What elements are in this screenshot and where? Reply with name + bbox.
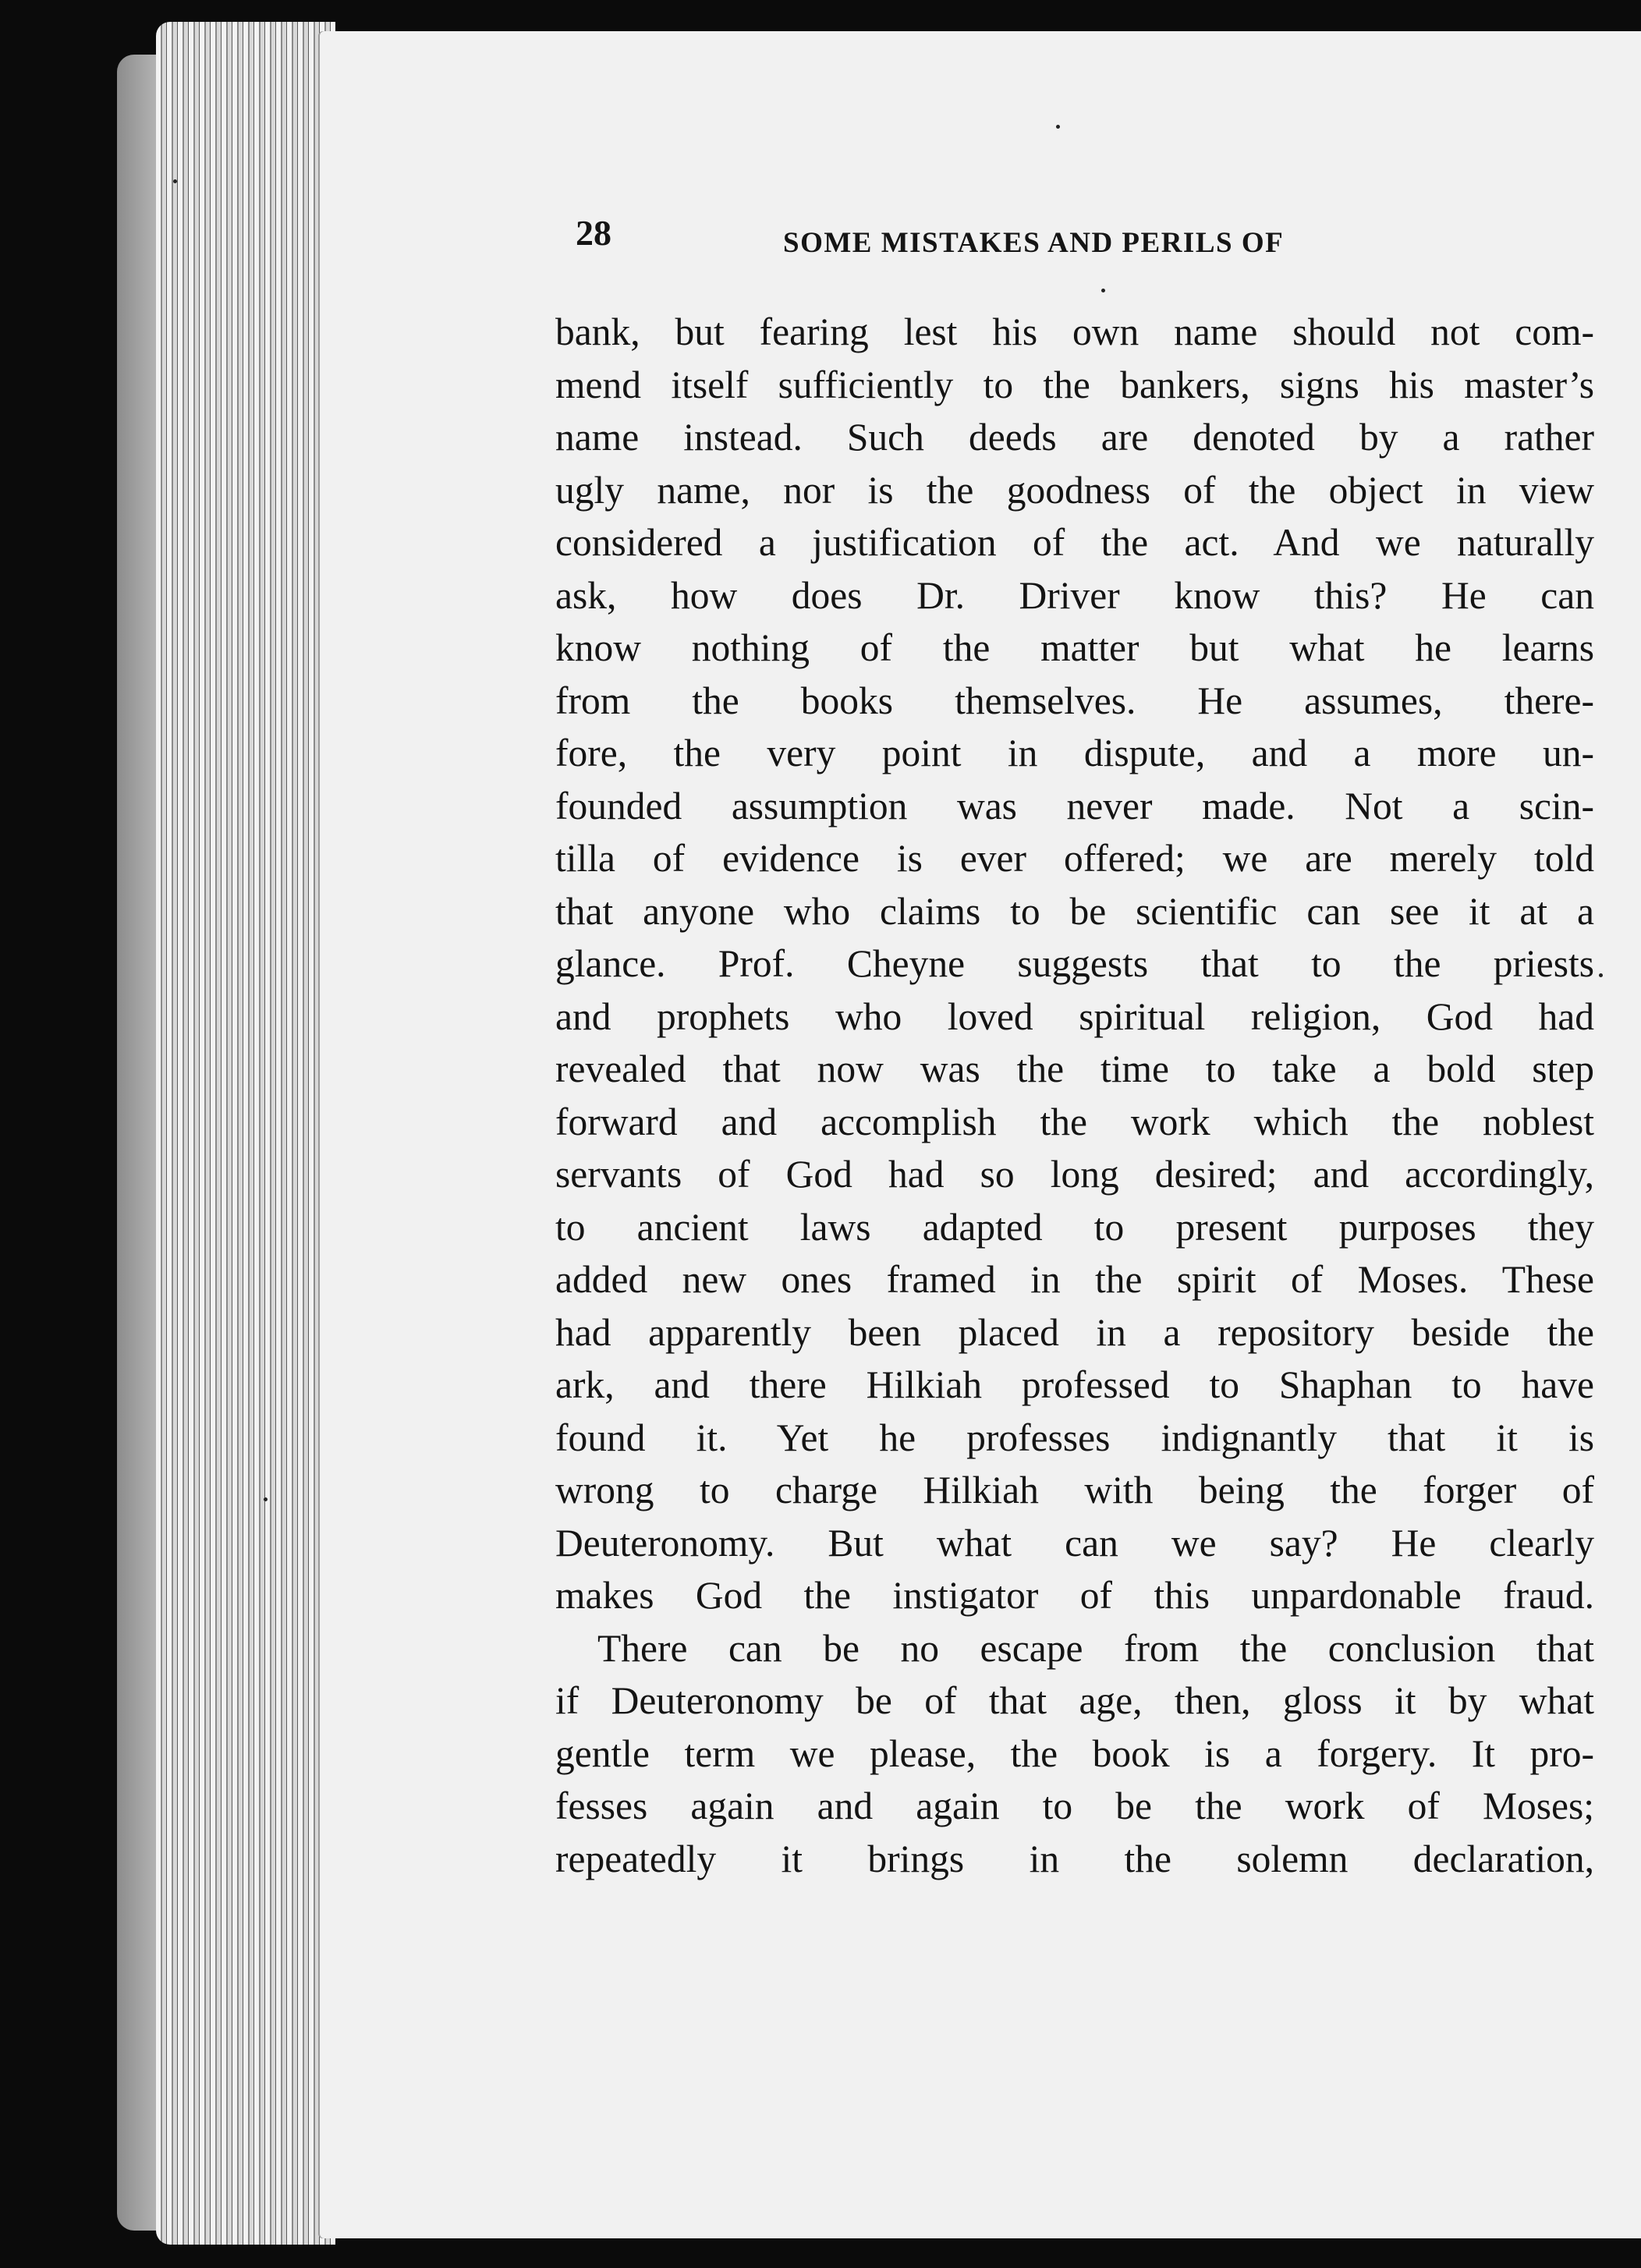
text-line: ask, how does Dr. Driver know this? He can — [555, 573, 1594, 617]
page-number: 28 — [576, 213, 611, 253]
text-line: to ancient laws adapted to present purposes they — [555, 1205, 1594, 1249]
scan-speck — [1599, 973, 1603, 977]
scan-speck — [173, 179, 177, 183]
text-line: tilla of evidence is ever offered; we are merely told — [555, 837, 1594, 880]
text-line: repeatedly it brings in the solemn declaration, — [555, 1837, 1594, 1880]
text-line: from the books themselves. He assumes, there- — [555, 679, 1594, 722]
text-line: mend itself sufficiently to the bankers, signs his master’s — [555, 363, 1594, 406]
scan-speck — [264, 1497, 268, 1501]
text-line: makes God the instigator of this unpardonable fraud. — [555, 1574, 1594, 1617]
paragraph-1 — [555, 306, 1594, 1622]
text-line: servants of God had so long desired; and accordingly, — [555, 1153, 1594, 1196]
paragraph-2 — [555, 1622, 1594, 1886]
text-line: fesses again and again to be the work of Moses; — [555, 1784, 1594, 1827]
scan-speck — [1101, 289, 1105, 292]
text-line: considered a justification of the act. And we naturally — [555, 521, 1594, 564]
stacked-page-edges — [156, 22, 335, 2245]
text-line: know nothing of the matter but what he learns — [555, 626, 1594, 669]
text-line: fore, the very point in dispute, and a more un- — [555, 732, 1594, 774]
text-line: found it. Yet he professes indignantly that it is — [555, 1416, 1594, 1459]
running-title: SOME MISTAKES AND PERILS OF — [783, 227, 1285, 259]
text-line: There can be no escape from the conclusion that — [597, 1626, 1594, 1670]
text-line: that anyone who claims to be scientific can see it at a — [555, 889, 1594, 933]
text-line: and prophets who loved spiritual religion, God had — [555, 994, 1594, 1038]
text-line: ugly name, nor is the goodness of the object in view — [555, 468, 1594, 512]
text-line: bank, but fearing lest his own name should not com- — [555, 310, 1594, 353]
text-line: glance. Prof. Cheyne suggests that to the priests — [555, 942, 1594, 985]
page-body — [555, 306, 1594, 1885]
text-line: had apparently been placed in a repository beside the — [555, 1310, 1594, 1354]
text-line: wrong to charge Hilkiah with being the forger of — [555, 1469, 1594, 1511]
scan-speck — [1056, 125, 1060, 129]
text-line: if Deuteronomy be of that age, then, gloss it by what — [555, 1679, 1594, 1722]
text-line: added new ones framed in the spirit of Moses. These — [555, 1258, 1594, 1301]
text-line: revealed that now was the time to take a bold step — [555, 1047, 1594, 1090]
text-line: gentle term we please, the book is a forgery. It pro- — [555, 1731, 1594, 1775]
text-line: founded assumption was never made. Not a scin- — [555, 784, 1594, 827]
text-line: Deuteronomy. But what can we say? He clearly — [555, 1521, 1594, 1565]
text-line: forward and accomplish the work which the noblest — [555, 1100, 1594, 1143]
text-line: ark, and there Hilkiah professed to Shaphan to have — [555, 1363, 1594, 1406]
text-line: name instead. Such deeds are denoted by a rather — [555, 416, 1594, 459]
